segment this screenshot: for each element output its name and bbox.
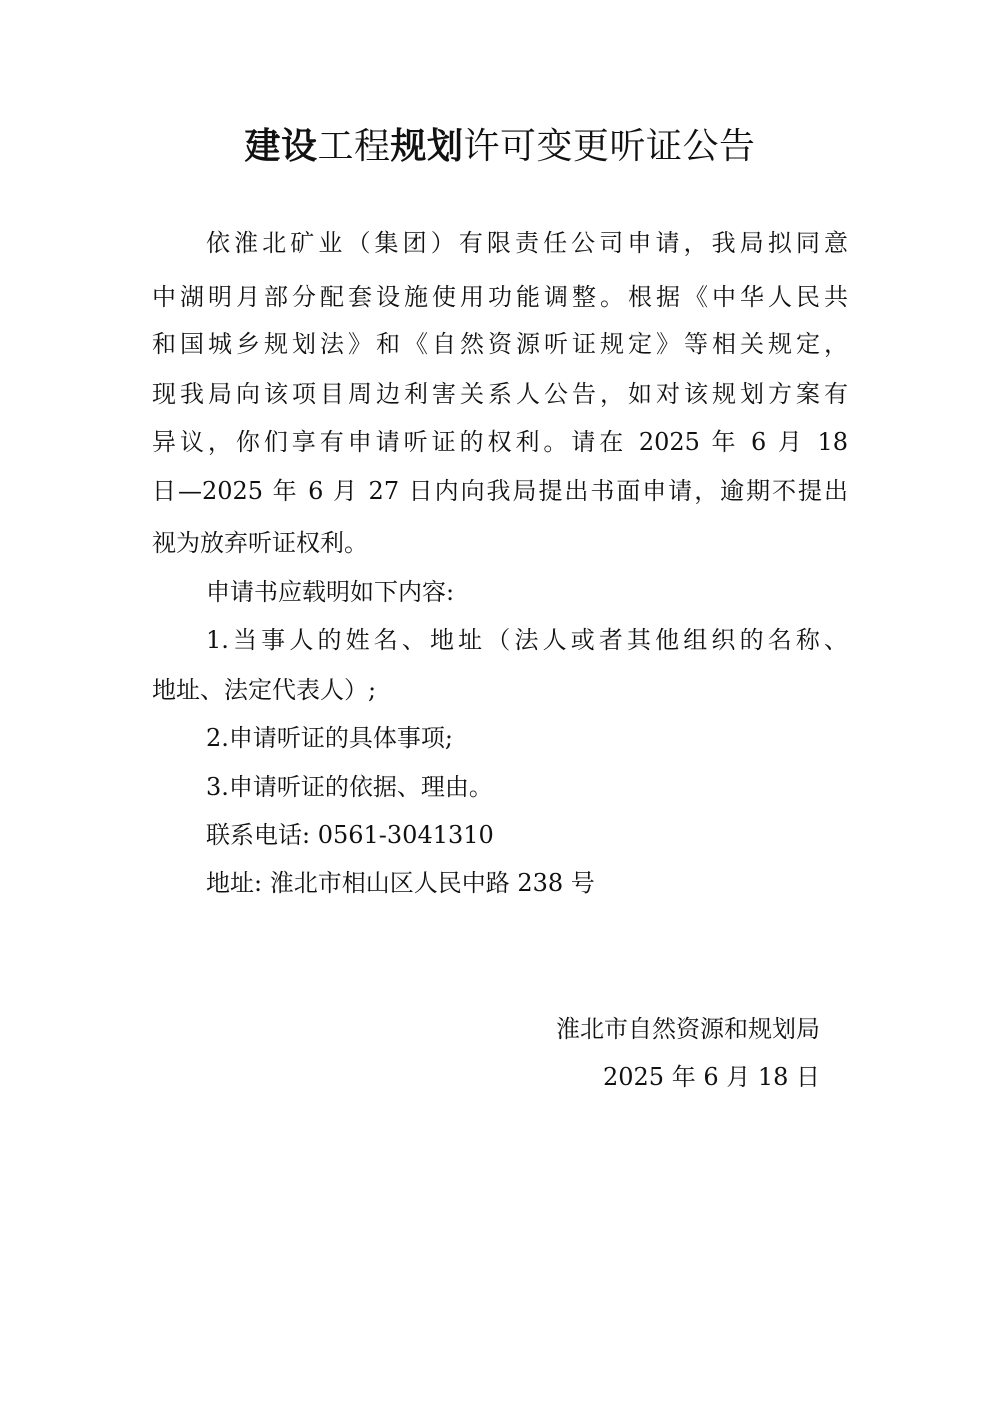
body-line-1: 依淮北矿业（集团）有限责任公司申请，我局拟同意	[206, 229, 848, 257]
title-part-4: 许可变更听证公告	[463, 126, 756, 167]
body-line-3: 和国城乡规划法》和《自然资源听证规定》等相关规定，	[152, 330, 848, 358]
title-part-3: 规划	[390, 125, 464, 167]
body-line-2: 中湖明月部分配套设施使用功能调整。根据《中华人民共	[152, 283, 848, 311]
title-part-1: 建设	[244, 125, 318, 167]
body-line-5: 异议，你们享有申请听证的权利。请在 2025 年 6 月 18	[152, 428, 848, 456]
application-item-1-continued: 地址、法定代表人）;	[152, 676, 377, 704]
body-line-7: 视为放弃听证权利。	[152, 529, 368, 557]
application-item-2: 2.申请听证的具体事项;	[206, 724, 453, 752]
contact-phone: 联系电话: 0561-3041310	[206, 821, 494, 849]
document-title	[0, 121, 1000, 172]
application-intro: 申请书应载明如下内容:	[206, 578, 455, 606]
application-item-3: 3.申请听证的依据、理由。	[206, 773, 493, 801]
signature-organization: 淮北市自然资源和规划局	[556, 1015, 820, 1043]
body-line-4: 现我局向该项目周边利害关系人公告，如对该规划方案有	[152, 380, 848, 408]
application-item-1: 1.当事人的姓名、地址（法人或者其他组织的名称、	[206, 626, 848, 654]
title-part-2: 工程	[317, 126, 391, 167]
body-line-6: 日—2025 年 6 月 27 日内向我局提出书面申请，逾期不提出	[152, 477, 848, 505]
address: 地址: 淮北市相山区人民中路 238 号	[206, 869, 595, 897]
signature-date: 2025 年 6 月 18 日	[603, 1063, 821, 1091]
